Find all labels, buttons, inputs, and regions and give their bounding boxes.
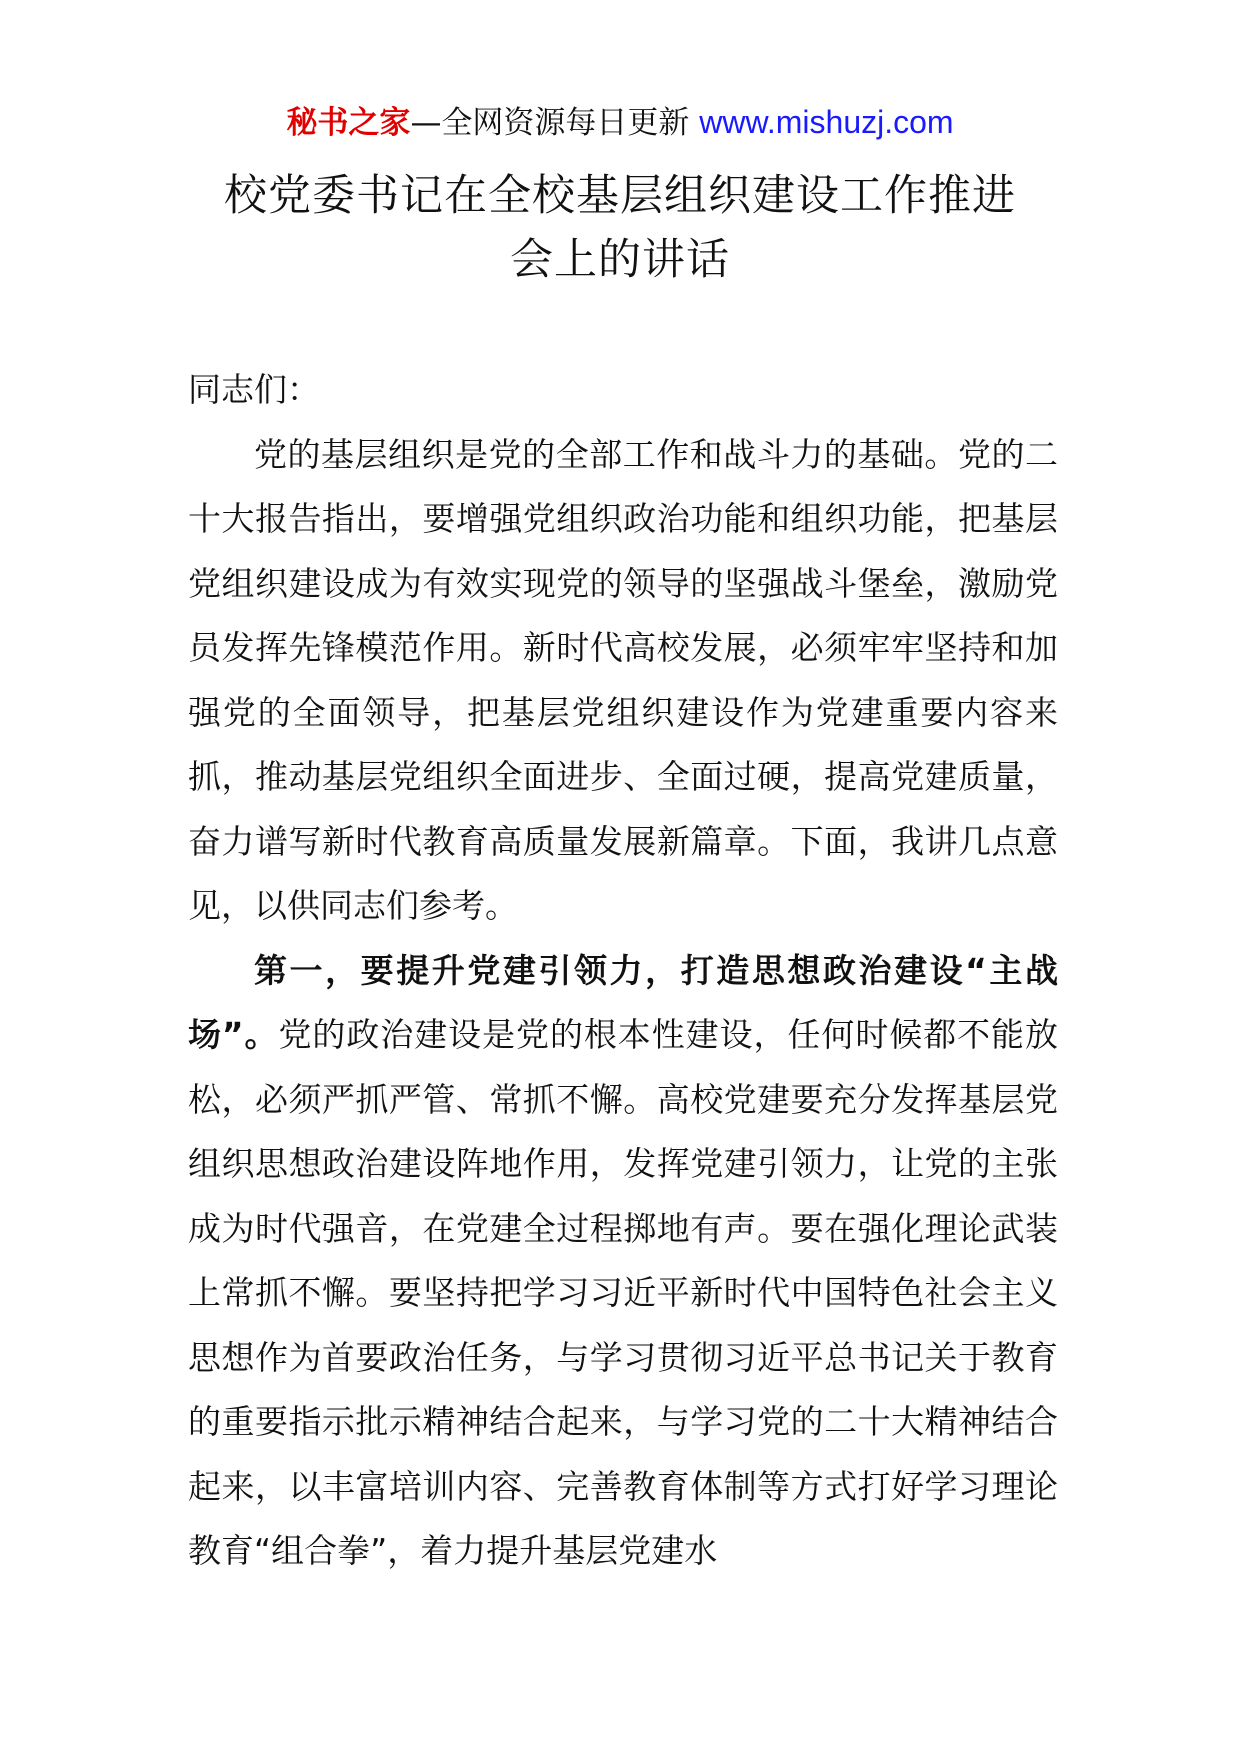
brand-name: 秘书之家	[286, 105, 411, 141]
salutation: 同志们：	[188, 370, 320, 409]
title-line-2: 会上的讲话	[510, 235, 730, 285]
document-title	[170, 164, 1070, 292]
paragraph-point-one-body: 党的政治建设是党的根本性建设，任何时候都不能放松，必须严抓严管、常抓不懈。高校党建要充分发挥基层党组织思想政治建设阵地作用，发挥党建引领力，让党的主张成为时代强音，在党建全过程掷地有声。要在强化理论武装上常抓不懈。要坚持把学习习近平新时代中国特色社会主义思想作为首要政治任务，与学习贯彻习近平总书记关于教育的重要指示批示精神结合起来，与学习党的二十大精神结合起来，以丰富培训内容、完善教育体制等方式打好学习理论教育“组合拳”，着力提升基层党建水	[188, 1015, 1058, 1570]
paragraph-point-one-lead: 第一，要提升党建引领力，打造思想政治建设“主战场”。	[188, 950, 1058, 1054]
site-url-link[interactable]: www.mishuzj.com	[699, 104, 954, 140]
paragraph-point-one	[188, 939, 1058, 1584]
site-header	[0, 100, 1240, 145]
paragraph-intro: 党的基层组织是党的全部工作和战斗力的基础。党的二十大报告指出，要增强党组织政治功能和组织功能，把基层党组织建设成为有效实现党的领导的坚强战斗堡垒，激励党员发挥先锋模范作用。新时代高校发展，必须牢牢坚持和加强党的全面领导，把基层党组织建设作为党建重要内容来抓，推动基层党组织全面进步、全面过硬，提高党建质量，奋力谱写新时代教育高质量发展新篇章。下面，我讲几点意见，以供同志们参考。	[188, 434, 1058, 925]
title-line-1: 校党委书记在全校基层组织建设工作推进	[224, 171, 1016, 221]
header-tagline: —全网资源每日更新	[410, 105, 690, 141]
document-body	[188, 358, 1058, 1584]
